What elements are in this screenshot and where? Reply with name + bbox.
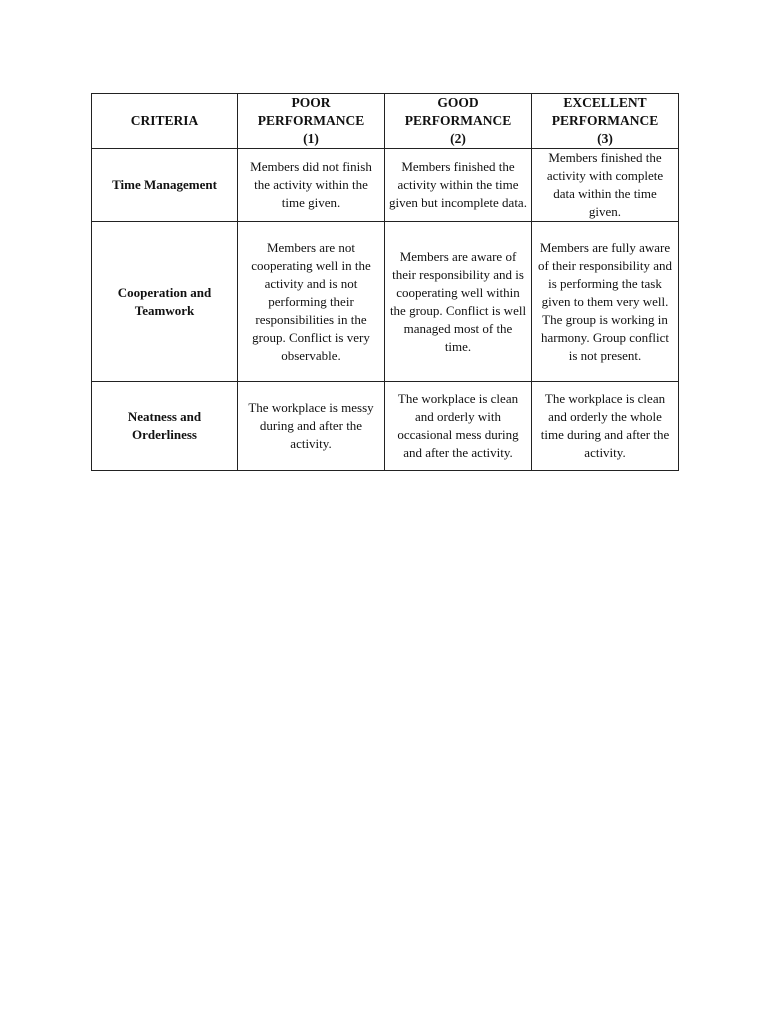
header-excellent [532, 94, 679, 149]
good-cell: The workplace is clean and orderly with occasional mess during and after the activity. [385, 382, 532, 471]
poor-cell: The workplace is messy during and after the activity. [238, 382, 385, 471]
table-row-cooperation [92, 222, 679, 382]
excellent-cell: Members finished the activity with complete data within the time given. [532, 149, 679, 222]
header-criteria: CRITERIA [92, 94, 238, 149]
rubric-table [91, 93, 679, 471]
header-poor-line1: POOR [291, 95, 331, 110]
excellent-cell: The workplace is clean and orderly the whole time during and after the activity. [532, 382, 679, 471]
good-cell: Members finished the activity within the time given but incomplete data. [385, 149, 532, 222]
poor-cell: Members did not finish the activity within the time given. [238, 149, 385, 222]
table-row-time-management [92, 149, 679, 222]
header-good-line2: PERFORMANCE [404, 113, 512, 128]
header-poor-line2: PERFORMANCE [257, 113, 365, 128]
good-cell: Members are aware of their responsibility and is cooperating well within the group. Conflict is well managed most of the time. [385, 222, 532, 382]
excellent-cell: Members are fully aware of their responsibility and is performing the task given to them very well. The group is working in harmony. Group conflict is not present. [532, 222, 679, 382]
table-row-neatness [92, 382, 679, 471]
header-good-line3: (2) [450, 131, 466, 146]
header-excellent-line1: EXCELLENT [563, 95, 647, 110]
header-poor [238, 94, 385, 149]
criteria-cell: Time Management [92, 149, 238, 222]
criteria-cell: Cooperation and Teamwork [92, 222, 238, 382]
criteria-cell: Neatness and Orderliness [92, 382, 238, 471]
header-excellent-line2: PERFORMANCE [551, 113, 659, 128]
poor-cell: Members are not cooperating well in the activity and is not performing their responsibilities in the group. Conflict is very observable. [238, 222, 385, 382]
header-poor-line3: (1) [303, 131, 319, 146]
header-good [385, 94, 532, 149]
header-row [92, 94, 679, 149]
header-excellent-line3: (3) [597, 131, 613, 146]
header-good-line1: GOOD [437, 95, 479, 110]
